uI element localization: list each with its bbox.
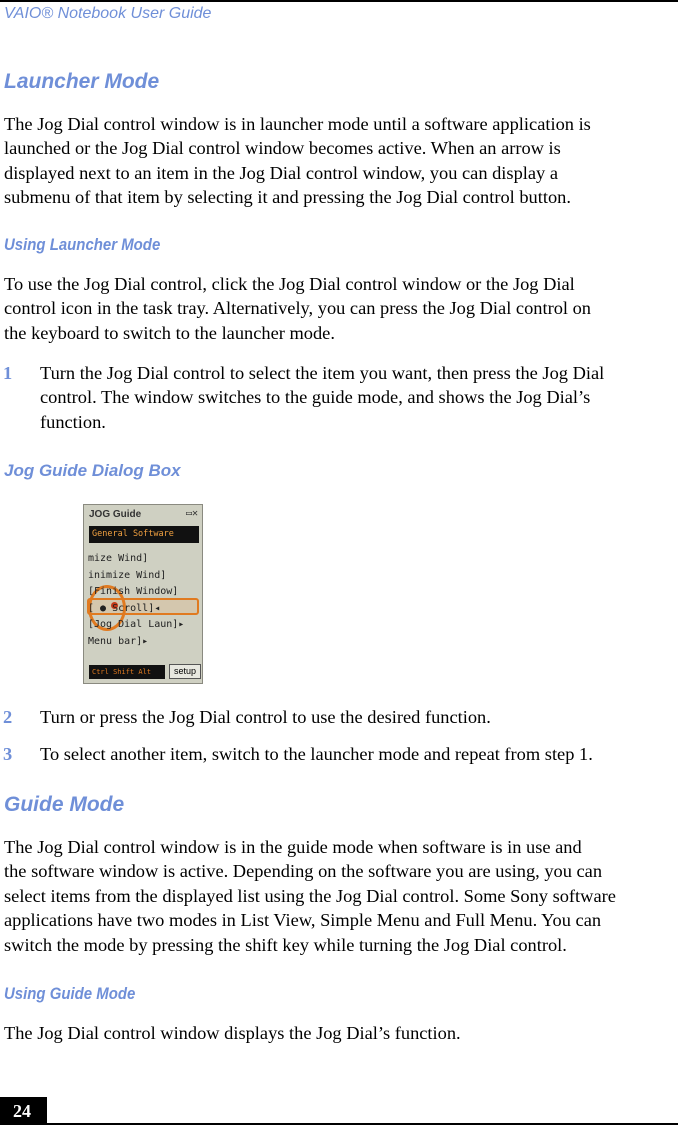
text-line: To use the Jog Dial control, click the Jog Dial control window or the Jog Dial <box>4 274 575 294</box>
text-line: submenu of that item by selecting it and pressing the Jog Dial control button. <box>4 187 571 208</box>
paragraph-using-launcher-mode <box>4 272 676 345</box>
text-line: The Jog Dial control window is in the guide mode when software is in use and <box>4 837 582 857</box>
jog-list-item[interactable]: [Finish Window] <box>88 586 179 597</box>
page-number: 24 <box>0 1097 47 1125</box>
setup-button[interactable]: setup <box>169 664 201 679</box>
text-line: the keyboard to switch to the launcher mode. <box>4 322 335 343</box>
text-line: applications have two modes in List View, Simple Menu and Full Menu. You can <box>4 910 602 931</box>
paragraph-guide-mode <box>4 835 676 957</box>
paragraph-launcher-mode <box>4 112 676 210</box>
text-line: control icon in the task tray. Alternatively, you can press the Jog Dial control on <box>4 298 591 319</box>
heading-guide-mode: Guide Mode <box>4 793 125 816</box>
text-line: Turn the Jog Dial control to select the item you want, then press the Jog Dial <box>40 363 605 383</box>
jog-item-list <box>88 551 200 650</box>
jog-guide-window <box>83 504 203 684</box>
text-line: the software window is active. Depending on the software you are using, you can <box>4 861 603 882</box>
text-line: To select another item, switch to the launcher mode and repeat from step 1. <box>40 744 593 764</box>
document-title: VAIO® Notebook User Guide <box>4 5 212 22</box>
heading-launcher-mode: Launcher Mode <box>4 70 160 93</box>
paragraph-using-guide-mode <box>4 1021 676 1045</box>
step-2 <box>0 705 676 729</box>
text-line: launched or the Jog Dial control window becomes active. When an arrow is <box>4 138 561 159</box>
text-line: switch the mode by pressing the shift key while turning the Jog Dial control. <box>4 934 567 955</box>
step-3 <box>0 742 676 766</box>
text-line: Turn or press the Jog Dial control to use the desired function. <box>40 707 491 727</box>
footer-rule <box>47 1123 678 1125</box>
step-number: 1 <box>3 363 13 383</box>
jog-list-item[interactable]: mize Wind] <box>88 553 149 564</box>
text-line: control. The window switches to the guide mode, and shows the Jog Dial’s <box>40 387 591 408</box>
jog-list-item[interactable]: [Jog Dial Laun]▸ <box>88 619 185 630</box>
jog-list-item[interactable]: Menu bar]▸ <box>88 635 149 647</box>
text-line: select items from the displayed list using the Jog Dial control. Some Sony software <box>4 885 616 906</box>
jog-list-item[interactable]: [ ● Scroll]◂ <box>88 602 161 614</box>
jog-list-item[interactable]: inimize Wind] <box>88 569 167 581</box>
jog-category-bar: General Software <box>89 526 199 543</box>
text-line: function. <box>40 411 106 432</box>
window-controls-icon[interactable]: ▭✕ <box>185 508 198 519</box>
heading-jog-guide-dialog: Jog Guide Dialog Box <box>4 461 181 480</box>
step-number: 2 <box>3 707 13 727</box>
jog-window-title: JOG Guide <box>89 509 142 520</box>
heading-using-launcher-mode: Using Launcher Mode <box>4 235 161 254</box>
step-1 <box>0 361 676 434</box>
heading-using-guide-mode: Using Guide Mode <box>4 984 136 1003</box>
text-line: displayed next to an item in the Jog Dial control window, you can display a <box>4 162 558 183</box>
text-line: The Jog Dial control window is in launcher mode until a software application is <box>4 114 591 134</box>
step-number: 3 <box>3 744 13 764</box>
jog-modifier-keys: Ctrl Shift Alt <box>89 665 165 679</box>
text-line: The Jog Dial control window displays the Jog Dial’s function. <box>4 1023 461 1043</box>
header-rule <box>0 0 678 2</box>
